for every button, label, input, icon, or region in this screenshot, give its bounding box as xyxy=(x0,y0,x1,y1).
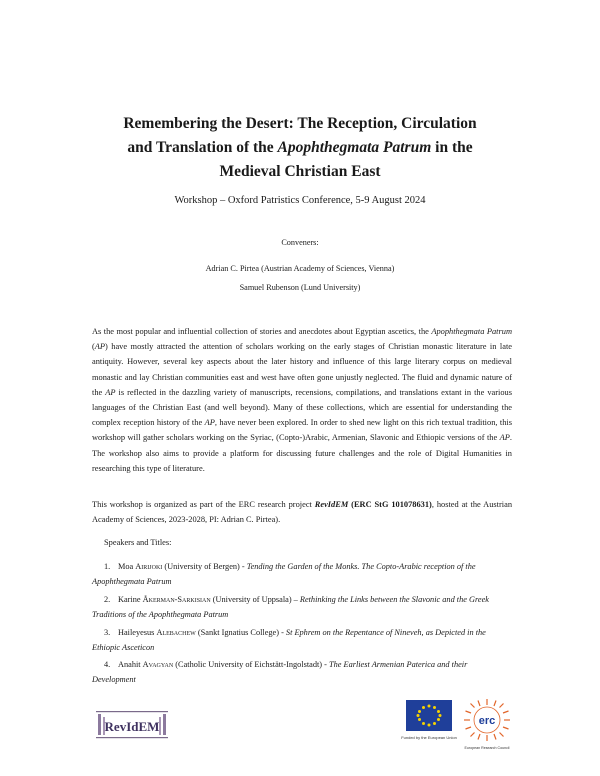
erc-logo xyxy=(460,696,514,752)
revidem-logo-text: RevIdEM xyxy=(104,719,160,734)
convener-1: Adrian C. Pirtea (Austrian Academy of Sciences, Vienna) xyxy=(205,264,395,273)
conveners-label: Conveners: xyxy=(281,238,319,247)
title-line-1: Remembering the Desert: The Reception, Circulation xyxy=(123,115,477,132)
project-paragraph: This workshop is organized as part of the ERC research project RevIdEM (ERC StG 101078631), hosted at the Austrian Academy of Sciences, 2023-2028, PI: Adrian C. Pirtea). xyxy=(92,500,513,525)
speaker-item-1: 1. Moa Airijoki (University of Bergen) - Tending the Garden of the Monks. The Copto-Arabic reception of the Apophthegmata Patrum xyxy=(92,562,476,586)
speaker-item-2: 2. Karine Åkerman-Sarkisian (University of Uppsala) – Rethinking the Links between the Slavonic and the Greek Traditions of the Apophthegmata Patrum xyxy=(92,595,489,619)
erc-emblem-icon xyxy=(460,696,514,752)
title-line-3: Medieval Christian East xyxy=(219,163,381,180)
revidem-emblem-icon xyxy=(92,705,172,745)
abstract-paragraph: As the most popular and influential collection of stories and anecdotes about Egyptian ascetics, the Apophthegmata Patrum (AP) have mostly attracted the attention of scholars working on the early stages of Christian monastic literature in late antiquity. However, several key aspects about the later history and influence of this large literary corpus on medieval monastic and lay Christian communities east and west have often gone unjustly neglected. The fluid and dynamic nature of the AP is reflected in the dazzling variety of manuscripts, recensions, compilations, and translations extant in the various languages of the Christian East (and well beyond). Many of these collections, which are essential for understanding the complex reception history of the AP, have never been explored. In order to shed new light on this rich textual tradition, this workshop will gather scholars working on the Syriac, (Copto-)Arabic, Armenian, Slavonic and Ethiopic versions of the AP. The workshop also aims to provide a platform for discussing future challenges and the role of Digital Humanities in researching this type of literature. xyxy=(92,327,513,473)
eu-flag-icon xyxy=(401,698,457,750)
speaker-item-4: 4. Anahit Avagyan (Catholic University of Eichstätt-Ingolstadt) - The Earliest Armenian Paterica and their Development xyxy=(92,660,468,684)
erc-caption: European Research Council xyxy=(464,746,510,750)
eu-logo xyxy=(401,698,457,750)
title-line-2: and Translation of the Apophthegmata Patrum in the xyxy=(127,139,473,156)
revidem-logo xyxy=(92,705,172,745)
convener-2: Samuel Rubenson (Lund University) xyxy=(239,283,361,292)
eu-caption: Funded by the European Union xyxy=(401,735,457,740)
speaker-item-3: 3. Haileyesus Alebachew (Sankt Ignatius College) - St Ephrem on the Repentance of Nineveh, as Depicted in the Ethiopic Asceticon xyxy=(92,628,486,652)
workshop-subtitle: Workshop – Oxford Patristics Conference, 5-9 August 2024 xyxy=(174,195,426,206)
document-title xyxy=(90,112,510,184)
erc-logo-text: erc xyxy=(478,715,496,727)
speakers-label: Speakers and Titles: xyxy=(104,538,172,547)
